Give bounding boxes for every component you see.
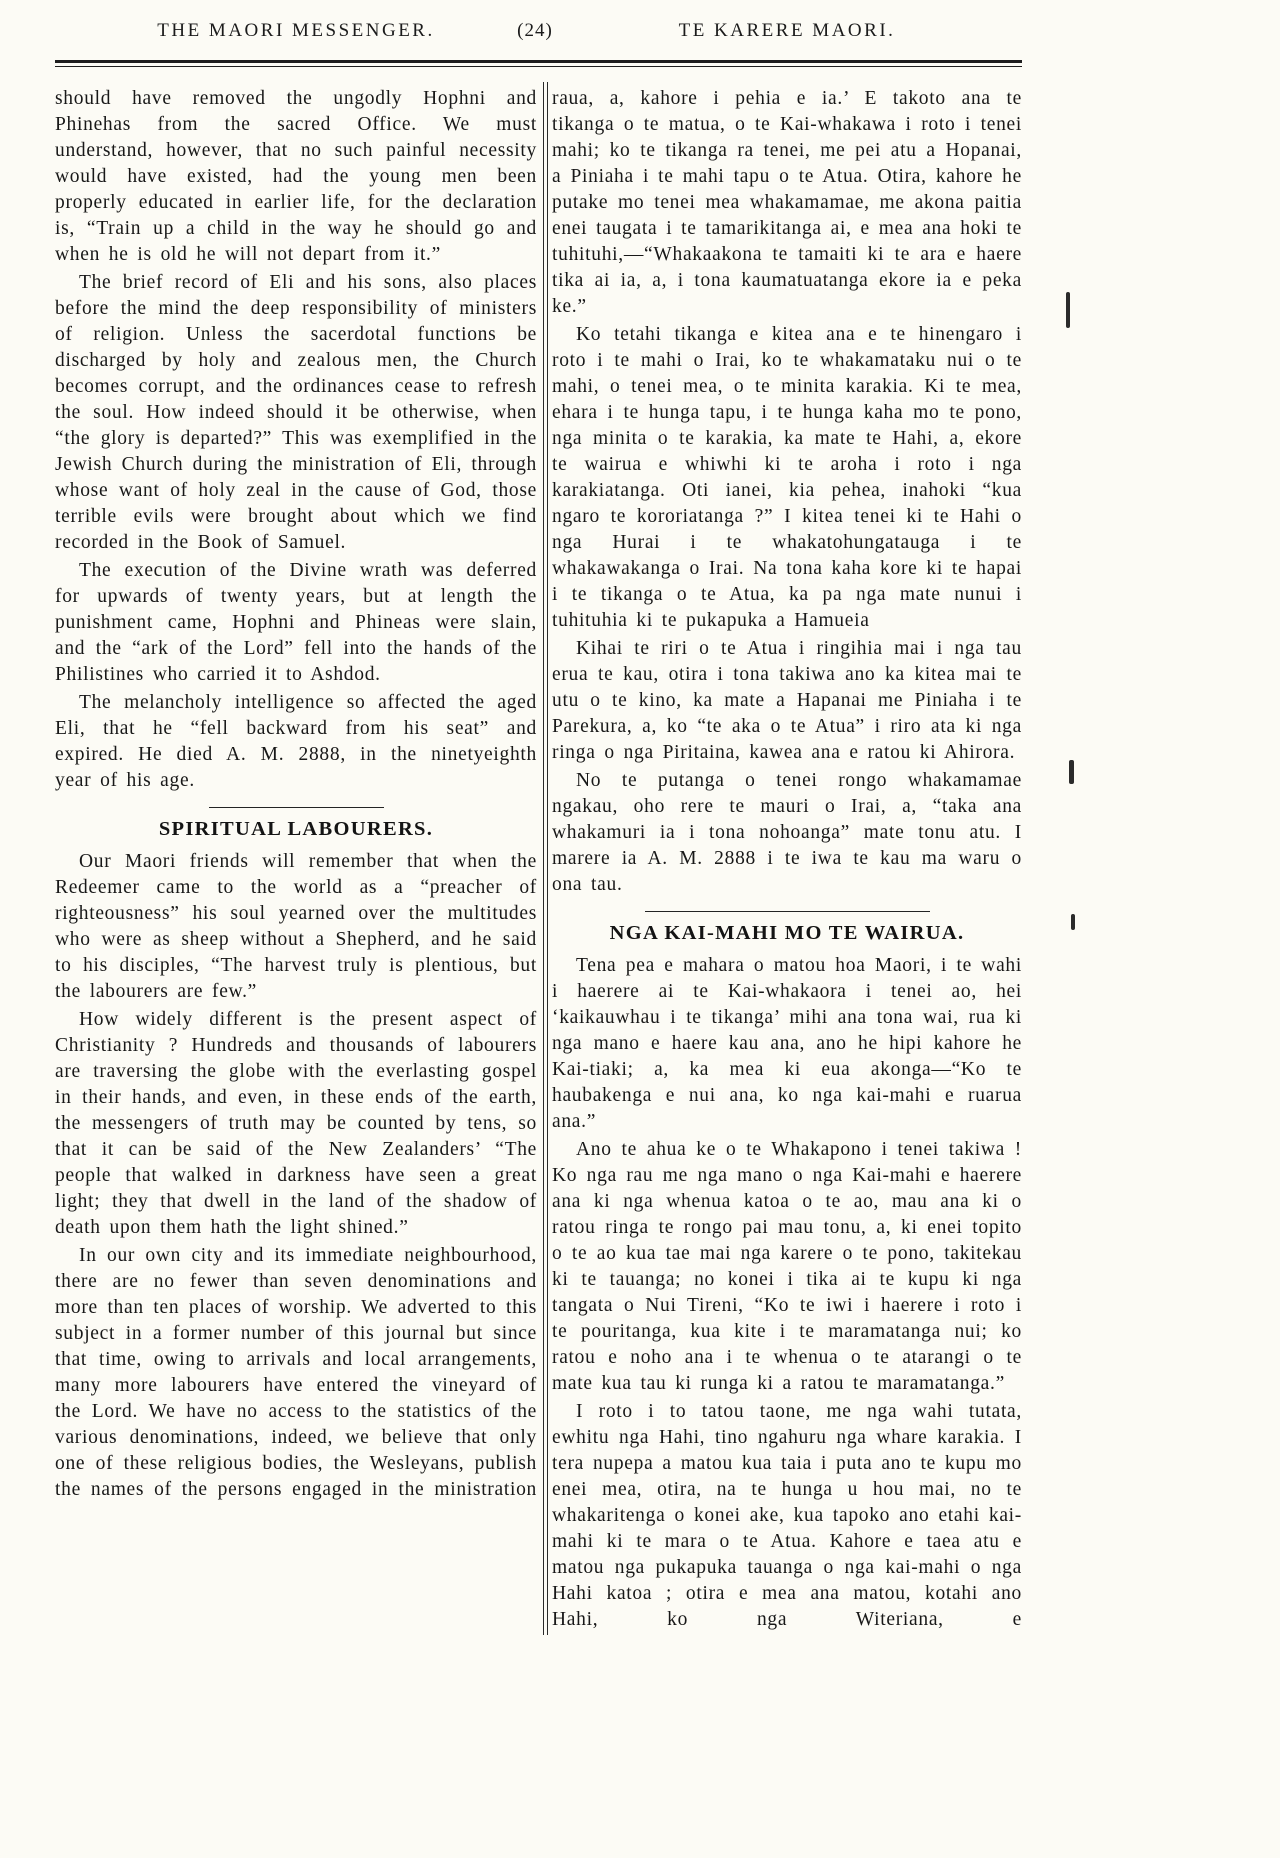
english-paragraph-continuation: should have removed the ungodly Hophni and Phinehas from the sacred Office. We must understand, however, that no such painful necessity would have existed, had the young men been properly educated in earlier life, for the declaration is, “Train up a child in the way he should go and when he is old he will not depart from it.” xyxy=(55,88,537,265)
english-paragraph: How widely different is the present aspect of Christianity ? Hundreds and thousands of labourers are traversing the globe with the everlasting gospel in their hands, and even, in these ends of the earth, the messengers of truth may be counted by tens, so that it can be said of the New Zealanders’ “The people that walked in darkness have seen a great light; they that dwell in the land of the shadow of death upon them hath the light shined.” xyxy=(55,1009,537,1238)
maori-paragraph: Kihai te riri o te Atua i ringihia mai i nga tau erua te kau, otira i tona takiwa ano ka kitea mai te utu o te kino, ka mate a Hapanai me Piniaha i te Parekura, a, ko “te aka o te Atua” i riro ata ki nga ringa o nga Piritaina, kawea ana e ratou ki Ahirora. xyxy=(552,638,1022,763)
english-paragraph: The brief record of Eli and his sons, also places before the mind the deep responsibility of ministers of religion. Unless the sacerdotal functions be discharged by holy and zealous men, the Church becomes corrupt, and the ordinances cease to refresh the soul. How indeed should it be otherwise, when “the glory is departed?” This was exemplified in the Jewish Church during the ministration of Eli, through whose want of holy zeal in the cause of God, those terrible evils were brought about which we find recorded in the Book of Samuel. xyxy=(55,272,537,553)
maori-paragraph: Ano te ahua ke o te Whakapono i tenei takiwa ! Ko nga rau me nga mano o nga Kai-mahi e haerere ana ki nga whenua katoa o te ao, mau ana ki o ratou ringa te rongo pai mau tonu, a, ki enei topito o te ao kua tae mai nga karere o te pono, takitekau ki te tauanga; no konei i tika ai te kupu ki nga tangata o Nui Tireni, “Ko te iwi i haerere i roto i te pouritanga, kua kite i te maramatanga nui; ko ratou e noho ana i te whenua o te atarangi o te mate kua tau ki runga ki a ratou te maramatanga.” xyxy=(552,1139,1022,1394)
section-heading-english: SPIRITUAL LABOURERS. xyxy=(158,818,434,840)
page-body xyxy=(55,86,1022,1635)
english-column xyxy=(55,86,537,1635)
maori-paragraph: Ko tetahi tikanga e kitea ana e te hinengaro i roto i te mahi o Irai, ko te whakamataku nui o te mahi, o tenei mea, o te minita karakia. Ki te mea, ehara i te hunga tapu, i te hunga kaha mo te pono, nga minita o te karakia, ka mate te Hahi, a, ekore te wairua e whiwhi ki te aroha i roto i nga karakiatanga. Oti ianei, kia pehea, inahoki “kua ngaro te kororiatanga ?” I kitea tenei ki te Hahi o nga Hurai i te whakatohungatauga i te whakawakanga o Irai. Na tona kaha kore ki te hapai i te tikanga o te Atua, ka pa nga mate nunui i tuhituhia ki te pukapuka a Hamueia xyxy=(552,324,1022,631)
ink-blemish xyxy=(1066,292,1070,328)
column-divider-double-rule xyxy=(537,86,552,1635)
page-number: (24) xyxy=(517,20,553,41)
english-paragraph: The execution of the Divine wrath was deferred for upwards of twenty years, but at length the punishment came, Hophni and Phineas were slain, and the “ark of the Lord” fell into the hands of the Philistines who carried it to Ashdod. xyxy=(55,560,537,685)
maori-paragraph-last: I roto i to tatou taone, me nga wahi tutata, ewhitu nga Hahi, tino ngahuru nga whare karakia. I tera nupepa a matou kua taia i puta ano te kupu mo enei mea, otira, na te hunga u hou mai, no te whakaritenga o konei ake, kua tapoko ano etahi kai-mahi ki te mara o te Atua. Kahore e taea atu e matou nga pukapuka tauanga o nga kai-mahi o nga Hahi katoa ; otira e mea ana matou, kotahi ano Hahi, ko nga Witeriana, e xyxy=(552,1401,1022,1630)
section-heading-maori: NGA KAI-MAHI MO TE WAIRUA. xyxy=(609,922,965,944)
english-paragraph: Our Maori friends will remember that when the Redeemer came to the world as a “preacher of righteousness” his soul yearned over the multitudes who were as sheep without a Shepherd, and he said to his disciples, “The harvest truly is plentious, but the labourers are few.” xyxy=(55,851,537,1002)
masthead-double-rule xyxy=(55,60,1022,67)
section-divider-rule xyxy=(645,911,930,912)
journal-title-maori: TE KARERE MAORI. xyxy=(678,20,896,41)
english-paragraph: The melancholy intelligence so affected the aged Eli, that he “fell backward from his seat” and expired. He died A. M. 2888, in the ninetyeighth year of his age. xyxy=(55,692,537,791)
ink-blemish xyxy=(1069,760,1074,784)
ink-blemish xyxy=(1071,914,1075,930)
maori-paragraph-continuation: raua, a, kahore i pehia e ia.’ E takoto ana te tikanga o te matua, o te Kai-whakawa i roto i tenei mahi; ko te tikanga ra tenei, me pei atu a Hopanai, a Piniaha i te mahi tapu o te Atua. Otira, kahore he putake mo tenei mea whakamamae, me akona paitia enei taugata i te tamarikitanga ai, e mea ana hoki te tuhituhi,—“Whakaakona te tamaiti ki te ara e haere tika ai ia, a, i tona kaumatuatanga ekore ia e peka ke.” xyxy=(552,88,1022,317)
maori-paragraph: No te putanga o tenei rongo whakamamae ngakau, oho rere te mauri o Irai, a, “taka ana whakamuri ia i tona nohoanga” mate tonu atu. I marere ia A. M. 2888 i te iwa te kau ma waru o ona tau. xyxy=(552,770,1022,895)
maori-paragraph: Tena pea e mahara o matou hoa Maori, i te wahi i haerere ai te Kai-whakaora i tenei ao, hei ‘kaikauwhau i te tikanga’ mihi ana tona wai, rua ki nga mano e haere kau ana, ano he hipi kahore he Kai-tiaki; a, ka mea ki eua akonga—“Ko te haubakenga e nui ana, ko nga kai-mahi e ruarua ana.” xyxy=(552,955,1022,1132)
journal-title-english: THE MAORI MESSENGER. xyxy=(157,20,435,41)
section-divider-rule xyxy=(209,807,384,808)
english-paragraph-last: In our own city and its immediate neighbourhood, there are no fewer than seven denominations and more than ten places of worship. We adverted to this subject in a former number of this journal but since that time, owing to arrivals and local arrangements, many more labourers have entered the vineyard of the Lord. We have no access to the statistics of the various denominations, indeed, we believe that only one of these religious bodies, the Wesleyans, publish the names of the persons engaged in the ministration xyxy=(55,1245,537,1500)
maori-column xyxy=(552,86,1022,1635)
